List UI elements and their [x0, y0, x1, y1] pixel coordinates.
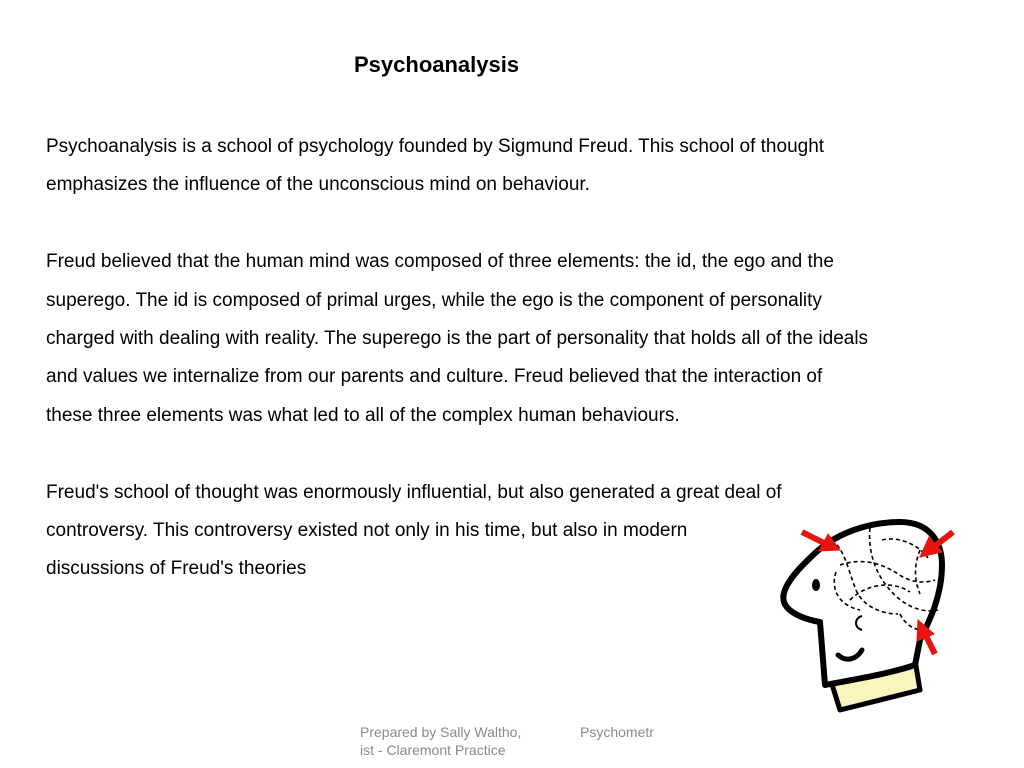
slide-title: Psychoanalysis: [354, 52, 520, 77]
text-line: and values we internalize from our parents and culture. Freud believed that the interaction of: [46, 366, 823, 388]
text-line: superego. The id is composed of primal urges, while the ego is the component of personality: [46, 289, 822, 311]
paragraph-psychoanalysis-intro: [46, 128, 986, 205]
footer-line: Prepared by Sally Waltho,: [360, 724, 522, 740]
text-line: emphasizes the influence of the unconscious mind on behaviour.: [46, 174, 590, 196]
text-line: Freud's school of thought was enormously influential, but also generated a great deal of: [46, 481, 782, 503]
text-line: controversy. This controversy existed not only in his time, but also in modern: [46, 520, 688, 542]
head-brain-clipart-icon: [770, 510, 970, 730]
text-line: Psychoanalysis is a school of psychology founded by Sigmund Freud. This school of thought: [46, 136, 825, 157]
text-line: charged with dealing with reality. The superego is the part of personality that holds all of the ideals: [46, 328, 869, 350]
text-line: Freud believed that the human mind was composed of three elements: the id, the ego and the: [46, 251, 834, 273]
paragraph-three-elements: [46, 243, 986, 435]
text-line: discussions of Freud's theories: [46, 558, 307, 580]
text-line: these three elements was what led to all of the complex human behaviours.: [46, 404, 680, 426]
footer-line: ist - Claremont Practice: [360, 742, 506, 758]
head-outline: [783, 522, 942, 685]
eye-shape: [812, 579, 820, 591]
footer-role: Psychometr: [580, 724, 654, 740]
footer-author: [360, 723, 521, 759]
